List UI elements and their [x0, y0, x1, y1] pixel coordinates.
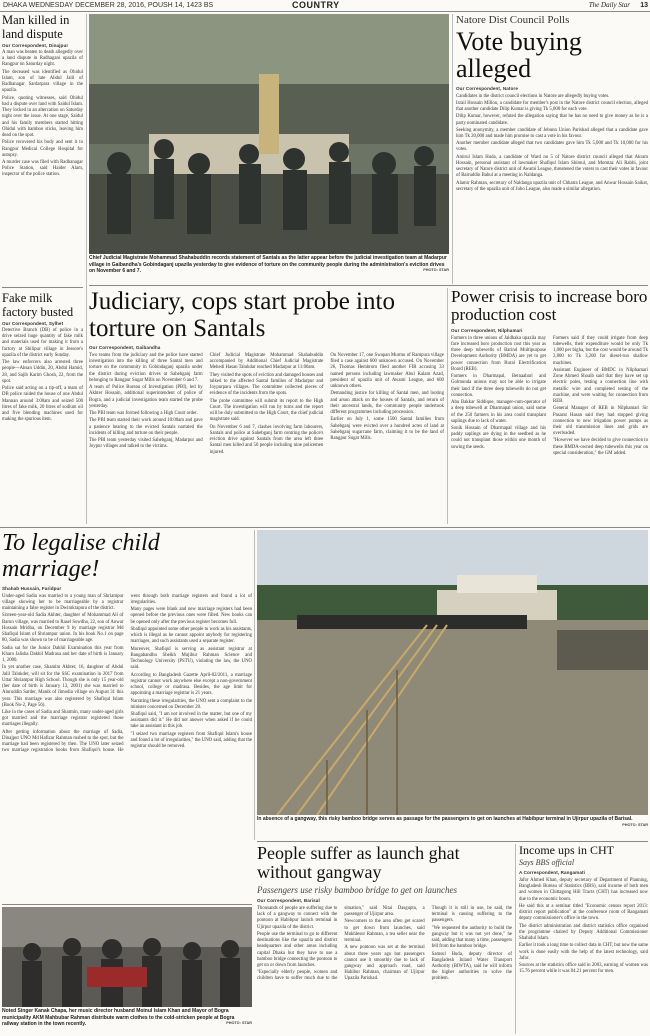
divider — [0, 527, 650, 528]
headline: Income ups in CHT — [519, 844, 614, 857]
byline: Our Correspondent, Nilphamari — [451, 327, 523, 333]
paragraph: Assistant Engineer of BMDC in Nilphamari Zone Ahmed Shoaib said that they have set up electric poles, testing a connection line with metallic wire and completed testing of the machine, and were waiting for connection from REB. — [553, 367, 648, 405]
paragraph: On November 6 and 7, clashes involving farm labourers, Santals and police at Sahebganj farm centring the police's eviction drive against Santals from the area left three Santal men killed and 50 people including nine policemen injured. — [209, 424, 324, 455]
paragraph: Police said acting on a tip-off, a team of DB police raided the house of one Abdul Mannan around 3:00am and seized 500 litres of fake milk, 20 litres of sodium oil and five blending machines used for making the spurious item. — [2, 386, 83, 423]
paragraph: Another member candidate alleged that two candidates gave him Tk 5,000 and Tk 10,000 for his votes. — [456, 141, 648, 153]
photo-caption — [89, 255, 449, 283]
section-label: COUNTRY — [292, 0, 340, 10]
story-judiciary — [89, 288, 444, 524]
paragraph: Farmers in Dharmapal, Betnaabari and Golmunda unions may not be able to irrigate their land if the three deep tubewells do not get connection. — [451, 374, 546, 398]
paragraph: The law enforcers also arrested three people—Ahsan Uddin, 20, Abdul Hamid, 28, and Sajib Karim Ghosh, 22, from the spot. — [2, 360, 83, 384]
paragraph: Two teams from the judiciary and the police have started investigation into the killing of three Santal men and torture on the community in Gobindaganj upazila under the district during eviction drives at Sahebganj farm belonging to Rangpur Sugar Mills on November 6 and 7. — [89, 353, 203, 383]
article-body — [2, 328, 83, 424]
headline: Judiciary, cops start probe into torture on Santals — [89, 288, 395, 342]
subhead: Passengers use risky bamboo bridge to get on launches — [257, 884, 457, 895]
paragraph: The probe committee will submit its report to the High Court. The investigation will run by turns and the report will be duly submitted to the High Court, the chief judicial magistrate said. — [209, 398, 324, 423]
paragraph: Shafiqul said, "I am not involved in the matter, but one of my assistants did it." He did not answer when asked if he could take an assistant in this job. — [130, 712, 252, 730]
paragraph: "However we have decided to give connection to these BMDA-owned deep tubewells this year on special consideration," the GM added. — [553, 438, 648, 456]
caption-text: Chief Judicial Magistrate Mohammad Shahabuddin records statement of Santals as the latter appear before the judicial investigation team at Madarpur village in Gaibandha's Gobindaganj upazila yesterday to give evidence of torture on the community people during the administration's eviction drives on November 6 and 7. — [89, 255, 447, 274]
byline: A Correspondent, Rangamati — [519, 869, 585, 875]
header-rule — [0, 11, 650, 12]
paragraph: "We requested the authority to build the gangway but it was not yet done," he said, adding that many a time, passengers fell from the bamboo bridge. — [431, 925, 512, 950]
headline: Vote buying alleged — [456, 27, 582, 84]
paragraph: Like in the cases of Sadia and Sharmin, many under-aged girls got married and the marriage registrar registered those marriages illegally. — [2, 710, 124, 728]
paragraph: Police, quoting witnesses, said Ohidul had a dispute over land with Saidul Islam. They locked in an altercation on Saturday night over the issue. At one stage, Saidul and his family members started hitting Ohidul with bamboo sticks, leaving him dead on the spot. — [2, 95, 83, 139]
article-body — [2, 594, 252, 894]
caption-text: Noted Singer Kanak Chapa, her music director husband Moinul Islam Khan and Mayor of Bogra municipality AKM Mahbubar Rahman distribute warm clothes to the cold-stricken people at Bogra railway station in the town recently. — [2, 1008, 235, 1027]
caption-text: In absence of a gangway, this risky bamboo bridge serves as passage for the passengers to get on launches at Habibpur terminal in Ujirpur upazila of Barisal. — [257, 816, 633, 822]
photo-illustration — [2, 907, 252, 1007]
paragraph: Sonik Hossain of Dharmapal village and his paddy saplings are dying in the seedbed as he could not transplant those within one month of sowing the seeds. — [451, 426, 546, 450]
article-body — [2, 50, 83, 179]
column-rule — [447, 288, 448, 524]
article-body — [451, 336, 648, 522]
paragraph: Moreover, Shafiqul is serving as assistant registrar at Bangabandhu Sheikh Mujibur Rahman Science and Technology University (PSTU), violating the law, the UNO said. — [130, 646, 252, 671]
paragraph: Farmers said if they could irrigate from deep tubewells, their expenditure would be only Tk 1,000 per bigha, but the cost would be around Tk 2,800 to Tk 3,200 for diesel-run shallow machines. — [553, 335, 648, 366]
byline: Shahab Hussain, Faridpur — [2, 585, 62, 591]
paragraph: The district administration and district statistics office organised the programme chaired by Deputy Additional Commissioner Shahidul Islam. — [519, 923, 648, 942]
paragraph: Alamir Rahman, secretary of Naldanga upazila unit of Chhatra League, and Anwar Hossain Saikat, secretary of the upazila unit of Jubo League, also made a similar allegation. — [456, 180, 648, 192]
headline: Man killed in land dispute — [2, 14, 70, 41]
paragraph: Sixteen-year-old Sadia Akhter, daughter of Mohammad Ali of Barun village, was married to Rasel Sowdha, 22, son of Anwar Hossain Mridha, on December 9 by marriage registrar Md Shafiqul Islam of Shriampur union. In his book No.1 on page 80, Sadia was shown to be of marriageable age. — [2, 613, 124, 644]
date-line: DHAKA WEDNESDAY DECEMBER 28, 2016, POUSH 14, 1423 BS — [3, 2, 214, 9]
paragraph: Many pages were blank and new marriage registers had been opened before the previous ones were filled. New books can be opened only after the previous register becomes full. — [130, 607, 252, 625]
warm-clothes-photo — [2, 907, 252, 1007]
story-launch-ghat — [257, 844, 512, 1034]
paragraph: Sadia sat for the Junior Dakhil Examination this year from Kharo Jalisha Dakhil Madrasa and her date of birth is January 1, 2000. — [2, 645, 124, 664]
kicker: Natore Dist Council Polls — [456, 14, 570, 26]
paragraph: He said this at a seminar titled "Economic census report 2013: district report publication" at the conference room of Rangamati deputy commissioner's office in the town. — [519, 903, 648, 922]
paragraph: Narrating these irregularities, the UNO sent a complaint to the minister concerned on December 20. — [130, 698, 252, 710]
divider — [257, 841, 648, 842]
story-power-crisis — [451, 288, 648, 524]
byline: Our Correspondent, Barisal — [257, 897, 320, 903]
paragraph: After getting information about the marriage of Sadia, Dinajpur UNO Md Hafizur Rahman rushed to the spot, but the marriage had been registered by then. The UNO later seized two marriage registration books from Shafiqul's house. He went through both marriage registers and found a lot of irregularities. — [2, 593, 252, 754]
photo-credit: PHOTO: STAR — [423, 268, 449, 272]
paragraph: Candidates in the district council elections in Natore are allegedly buying votes. — [456, 93, 610, 99]
paragraph: Seeking anonymity, a member candidate of Jebunn Union Parishad alleged that a candidate gave him Tk 20,000 and made him promise to cast a vote in his favour. — [456, 127, 648, 139]
paragraph: Under-aged Sadia was married to a young man of Shriampur village showing her to be marriageable by a registrar maintaining a false register in Dwimkrapura of the district. — [2, 593, 124, 612]
column-rule — [515, 844, 516, 1034]
article-body — [257, 906, 512, 1026]
headline: People suffer as launch ghat without gangway — [257, 844, 460, 883]
page-number: 13 — [640, 2, 648, 9]
article-body — [89, 353, 444, 523]
story-man-killed — [2, 14, 83, 286]
subhead: Says BBS official — [519, 857, 575, 867]
paragraph: On November 17, one Swapan Murmu of Rampura village filed a case against 600 unknown accused. On November 26, Thomas Hembrom filed another FIR accusing 33 named persons including lawmaker Abul Kalam Azad, president of upazila unit of Awami League, and 600 unknown others. — [330, 353, 444, 390]
paragraph: Israil Hossain Millon, a candidate for member's post in the Natore district council election, alleged that another candidate Dilip Kumar is giving Tk 5,000 for each vote. — [456, 100, 648, 113]
photo-credit: PHOTO: STAR — [622, 822, 648, 827]
paragraph: A man was beaten to death allegedly over a land dispute in Radhagani upazila of Rangpur on Saturday night. — [2, 50, 83, 68]
paragraph: Amirul Islam Huda, a candidate of Ward no 5 of Natore district council alleged that Akram Hossain, personal assistant of lawmaker Shafiqul Islam Shimul, and Momtaz Ali Rabbi, joint secretary of Natore district unit of Awami League, threatened the voters to cast their votes in favour of Bairuddin Babul at a meeting in Naldanga. — [456, 154, 648, 179]
byline: Our Correspondent, Dinajpur — [2, 43, 69, 48]
headline: To legalise child marriage! — [2, 530, 160, 583]
divider — [2, 287, 83, 288]
byline: Our Correspondent, Sylhet — [2, 321, 64, 326]
paragraph: In yet another case, Shamim Akhter, 16, daughter of Abdul Jalil Talukder, will sit for the SSC examination in 2017 from Uttar Shriampur High School. Though she is only 15 year-old (her date of birth is January 13, 2001) she was married to Aluruddin Sarder, Manik of Jimodia village on August 31 this year. This marriage was also registered by Shafiqul Islam (Book No-2, Page 56). — [2, 665, 124, 708]
paragraph: The PBI team was formed following a High Court order. — [89, 411, 198, 417]
paragraph: Dilip Kumar, however, refuted the allegation saying that he has no need to give money as he is a party nominated candidate. — [456, 114, 648, 126]
column-rule — [254, 530, 255, 840]
paragraph: Abu Bakkar Siddique, manager-cum-operator of a deep tubewell at Dharmapal union, said some of the 250 farmers in his area could transplant saplings due to lack of water. — [451, 400, 546, 424]
story-income-cht — [519, 844, 648, 1034]
photo-caption — [2, 1008, 252, 1035]
paragraph: Police recovered his body and sent it to Rangpur Medical College Hospital for autopsy. — [2, 140, 83, 158]
paragraph: Jafor Ahmed Khan, deputy secretary of Department of Planning, Bangladesh Bureau of Statistics (BBS), said income of both men and women in Chittagong Hill Tracts (CHT) has increased now due to the economic boom. — [519, 877, 648, 902]
photo-illustration — [257, 530, 648, 815]
paragraph: Detective Branch (DB) of police in a drive seized huge quantity of fake milk and materials used for making it from a factory at Shilipur village in Jessore's upazila of the district early Sunday. — [2, 328, 83, 358]
paragraph: Earlier it took a long time to collect data in CHT, but now the same work is done easily with the help of the latest technology, said Jafor. — [519, 943, 648, 961]
paragraph: A team of Police Bureau of Investigation (PBI), led by Akhter Hossain, additional superintendent of police of Bogra, and a judicial investigation team started the probe yesterday. — [89, 385, 203, 409]
photo-caption — [257, 816, 648, 838]
article-body — [519, 878, 648, 976]
headline: Power crisis to increase boro production cost — [451, 288, 648, 325]
story-fake-milk — [2, 292, 83, 524]
byline: Our Correspondent, Gaibandha — [89, 345, 161, 350]
story-vote-buying — [456, 14, 648, 284]
paragraph: They visited the spots of eviction and damaged houses and talked to the affected Santal families of Madarpur and Joypurpara villages. The committee collected pieces of evidence of the incidents from the spots. — [209, 372, 324, 397]
santal-hearing-photo — [89, 14, 449, 254]
paragraph: Shafiqul appointed some other people to work as his assistants, which is illegal as he cannot appoint anybody for registering marriages, and such assistants used a separate register. — [130, 626, 252, 645]
photo-illustration — [89, 14, 449, 254]
page-header — [0, 0, 650, 11]
paragraph: A murder case was filed with Radhanagar Police Station, said Haider Alam, inspector of the police station. — [2, 159, 83, 178]
column-rule — [86, 14, 87, 524]
paragraph: The PBI team yesterday visited Sahebganj, Madarpur and Joypur villages and talked to the victims. — [89, 438, 203, 450]
divider — [89, 285, 648, 286]
paragraph: People use the terminal to go to different destinations like the upazila and district headquarters and other areas including capital Dhaka but they have to use a bamboo bridge connecting the pontoon to get on or down from launches. — [257, 931, 338, 968]
paragraph: General Manager of REB in Nilphamari Sir Pasarat Hasan said they had stopped giving connection to new irrigation power pumps as their old transmission lines and grids are overloaded. — [553, 406, 648, 437]
paragraph: The deceased was identified as Ohidul Islam, son of late Abdul Jalil of Radhanagar Sardarpara village in the upazila. — [2, 69, 83, 94]
divider — [2, 904, 252, 905]
paragraph: Farmers in three unions of Jaldhaka upazila may face increased boro production cost this year as three deep tubewells of Barind Multipurpose Development Authority (BMDA) are yet to get power connection from Rural Electrification Board (REB). — [451, 335, 546, 372]
column-rule — [452, 14, 453, 284]
article-body — [456, 94, 648, 194]
headline: Fake milk factory busted — [2, 292, 74, 319]
photo-credit: PHOTO: STAR — [226, 1021, 252, 1025]
paragraph: Samsul Huda, deputy director of Bangladesh Inland Water Transport Authority (BIWTA), said he will inform the higher authorities to solve the problem. — [431, 951, 512, 982]
paragraph: The PBI team started their work around 10:00am and gave a patience hearing to the evicted Santals narrated the incidents of killing and torture on their people. — [89, 418, 203, 436]
paragraph: Demanding justice for killing of Santal men, and looting and arson attack on the houses of Santals, and return of their ancestral lands, the community people undertook different programmes including procession. — [330, 391, 444, 416]
paragraph: Thousands of people are suffering due to lack of a gangway to connect with the pontoon at Habibpur launch terminal in Ujirpur upazila of the district. — [257, 905, 338, 930]
paragraph: Chief Judicial Magistrate Mohammad Shahabuddin accompanied by Additional Chief Judicial Magistrate Mehedi Hasan Talukdar reached Madarpur at 11:00am. — [209, 353, 324, 371]
paragraph: Earlier on July 1, some 1500 Santal families from Sahebganj were evicted over a hundred acres of land at Sahebganj sugarcane farm, claiming it to be the land of Rangpur Sugar Mills. — [330, 417, 444, 442]
paragraph: According to Bangladesh Gazette April-02/2011, a marriage registrar cannot work anywhere else except a non-government school, college or madrasa. Besides, the age limit for appointing a marriage registrar is 21 years. — [130, 672, 252, 697]
paragraph: A new pontoon was set at the terminal about three years ago but passengers cannot use it smoothly due to lack of gangway and approach road, said Habibur Rahman, chairman of Ujirpur Upazila Parishad. — [344, 945, 425, 982]
paragraph: Newcomers to the area often get scared to get down from launches, said Mukhlesur Rahman, a tea seller near the terminal. — [344, 919, 425, 944]
bamboo-bridge-photo — [257, 530, 648, 815]
paragraph: Though it is still in use, he said, the terminal is causing suffering to the passengers. — [431, 905, 512, 924]
paper-name: The Daily Star — [588, 1, 630, 9]
paragraph: "Especially elderly people, women and children have to suffer much due to the situation," said Nitai Dasgupta, a passenger of Ujirpur area. — [257, 905, 425, 982]
paragraph: "I seized two marriage registers from Shafiqul Islam's house and found a lot of irregularities," the UNO said, adding that the registrar should be removed. — [130, 731, 252, 750]
paragraph: Sources at the statistics office said in 2003, earning of women was 15.76 percent while it was 84.21 percent for men. — [519, 963, 648, 975]
byline: Our Correspondent, Natore — [456, 85, 518, 91]
story-child-marriage — [2, 530, 252, 902]
